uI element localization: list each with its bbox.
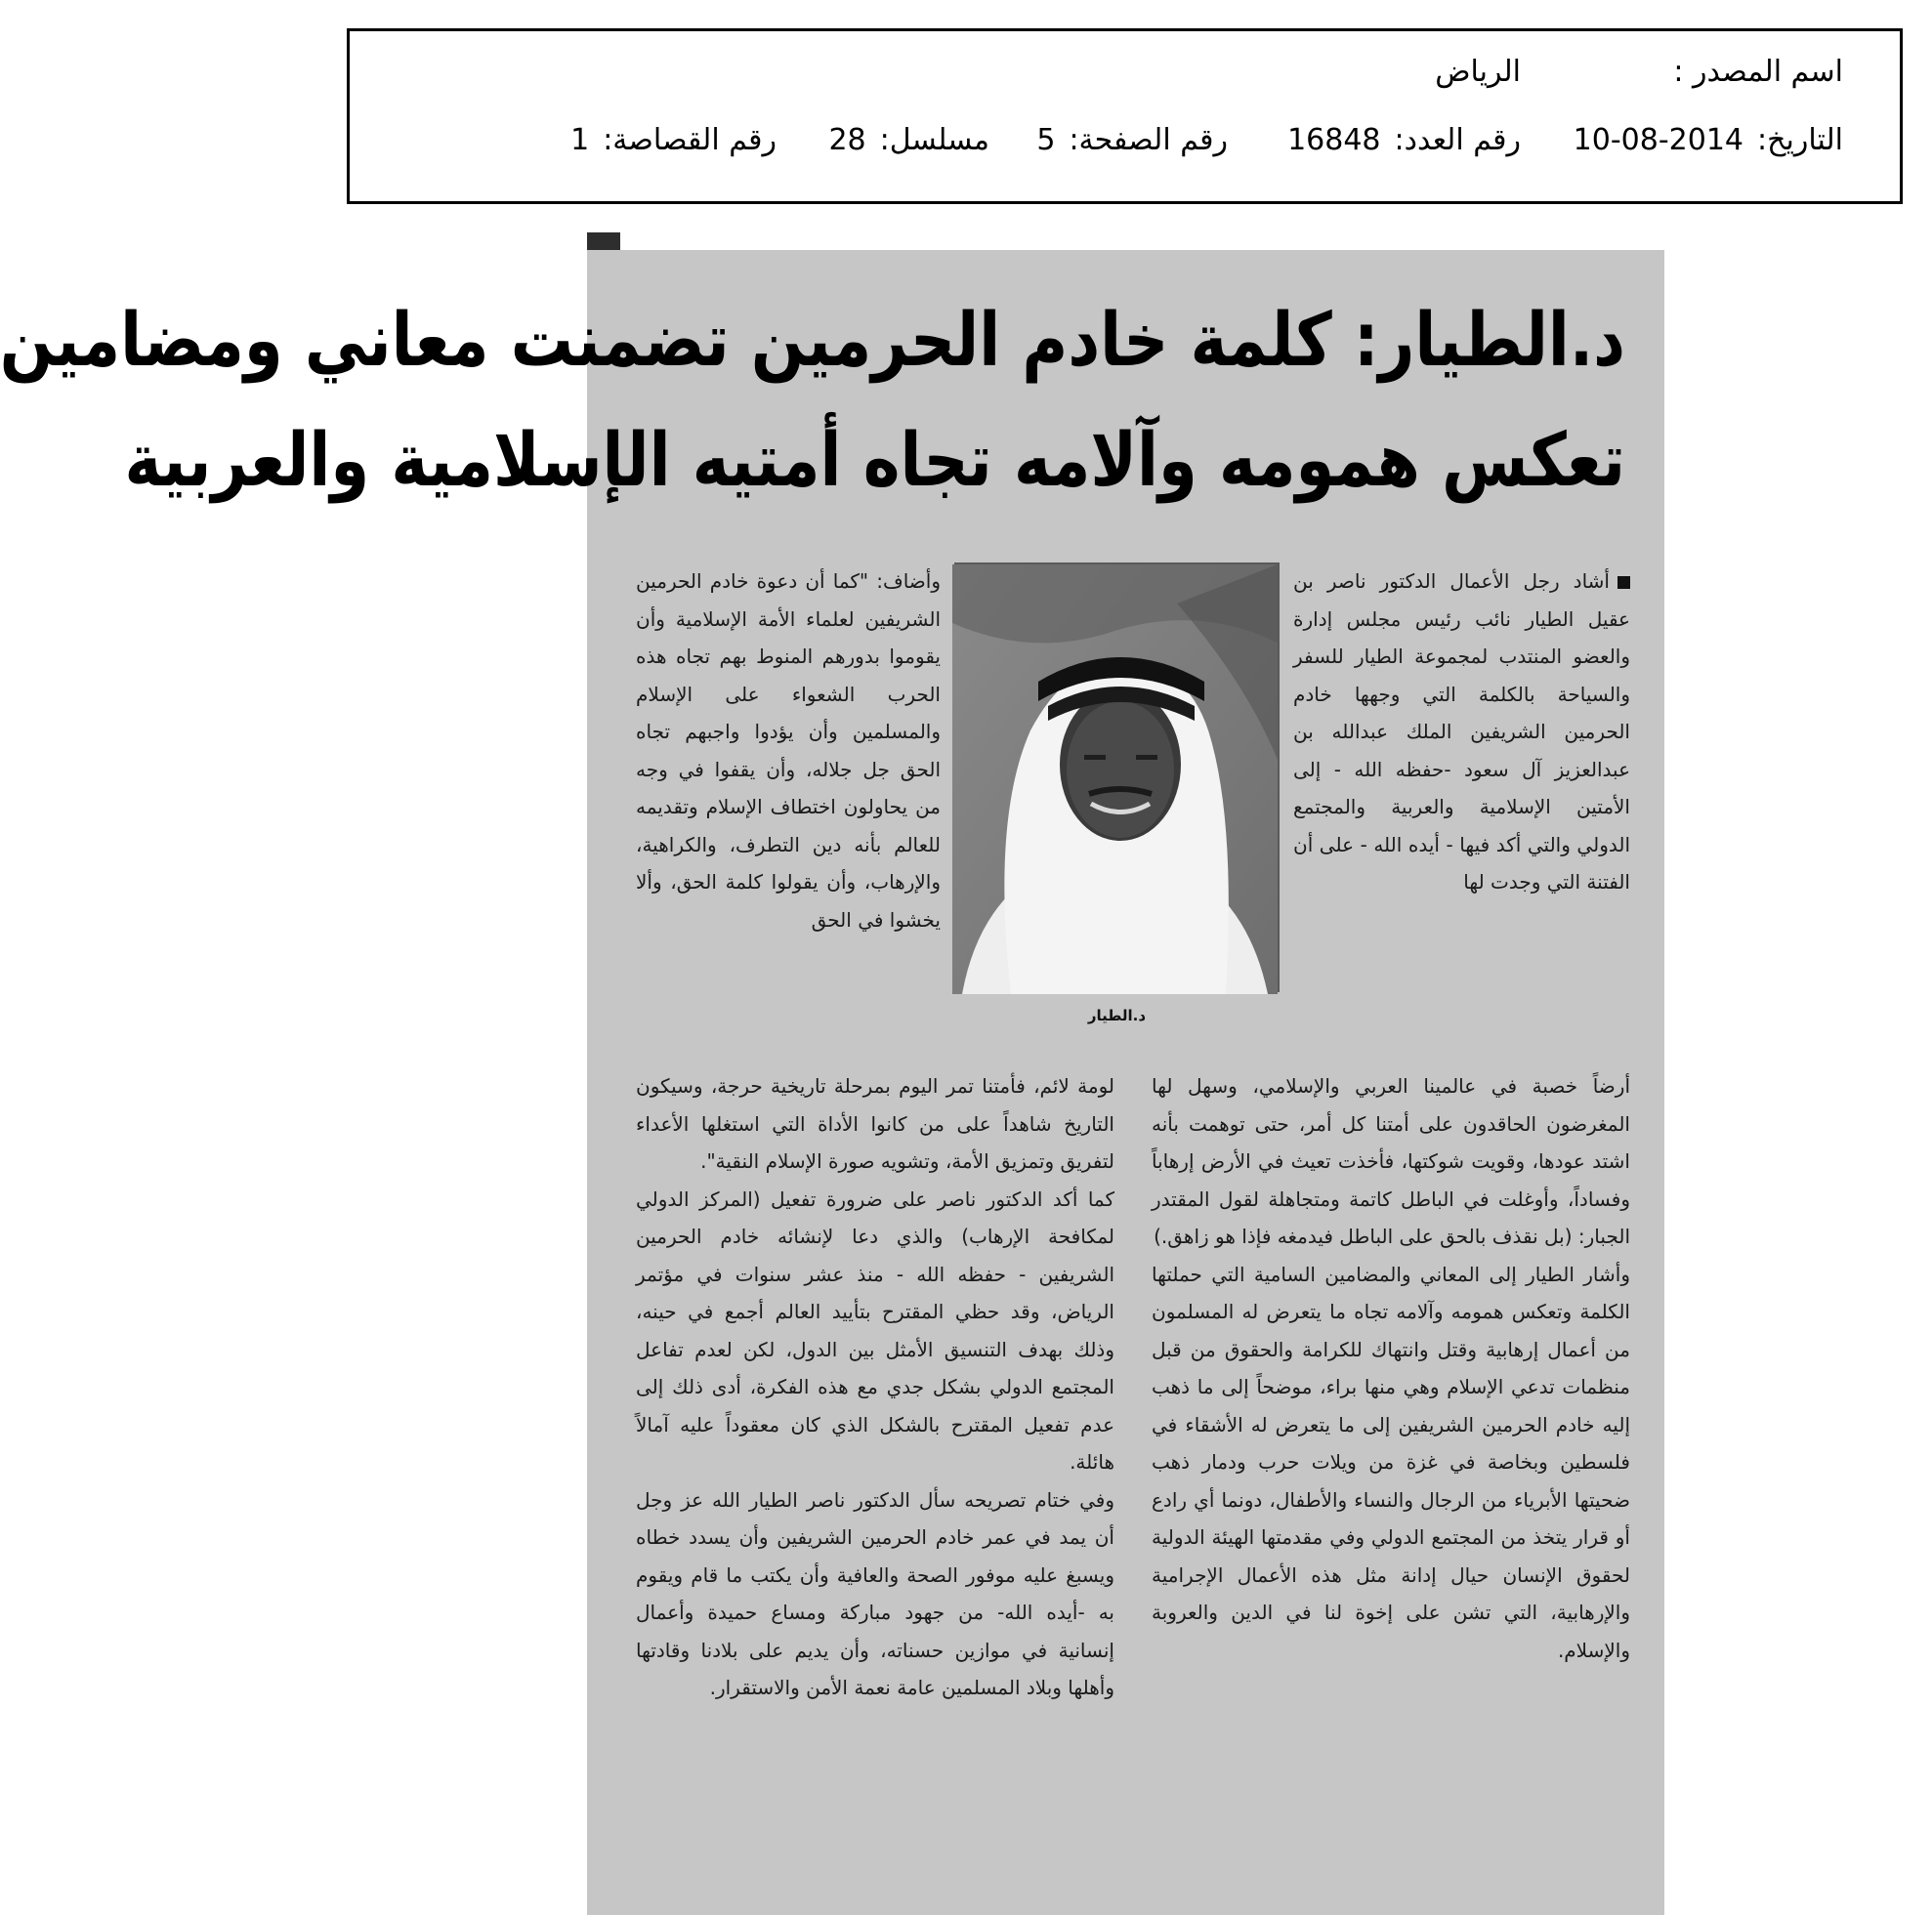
source-value: الرياض	[1435, 55, 1521, 89]
paragraph: وأشار الطيار إلى المعاني والمضامين السامية التي حملتها الكلمة وتعكس همومه وآلامه تجاه ما يتعرض له المسلمون من أعمال إرهابية وقتل وانتهاك للكرامة والحقوق من قبل منظمات تدعي الإسلام وهي منها براء، موضحاً إلى ما ذهب إليه خادم الحرمين الشريفين إلى ما يتعرض له الأشقاء في فلسطين وبخاصة في غزة من ويلات حرب ودمار ذهب ضحيتها الأبرياء من الرجال والنساء والأطفال، دونما أي رادع أو قرار يتخذ من المجتمع الدولي وفي مقدمتها الهيئة الدولية لحقوق الإنسان حيال إدانة مثل هذه الأعمال الإجرامية والإرهابية، التي تشن على إخوة لنا في الدين والعروبة والإسلام.	[1152, 1262, 1630, 1662]
page-label: رقم الصفحة:	[1069, 123, 1228, 157]
paragraph: كما أكد الدكتور ناصر على ضرورة تفعيل (المركز الدولي لمكافحة الإرهاب) والذي دعا لإنشائه خادم الحرمين الشريفين - حفظه الله - منذ عشر سنوات في مؤتمر الرياض، وقد حظي المقترح بتأييد العالم أجمع في حينه، وذلك بهدف التنسيق الأمثل بين الدول، لكن لعدم تفاعل المجتمع الدولي بشكل جدي مع هذه الفكرة، أدى ذلك إلى عدم تفعيل المقترح بالشكل الذي كان معقوداً عليه آمالاً هائلة.	[636, 1186, 1114, 1474]
article-intro-text: أشاد رجل الأعمال الدكتور ناصر بن عقيل الطيار نائب رئيس مجلس إدارة والعضو المنتدب لمجموعة الطيار للسفر والسياحة بالكلمة التي وجهها خادم الحرمين الشريفين الملك عبدالله بن عبدالعزيز آل سعود -حفظه الله - إلى الأمتين الإسلامية والعربية والمجتمع الدولي والتي أكد فيها - أيده الله - على أن الفتنة التي وجدت لها	[1293, 569, 1630, 894]
clip-value: 1	[570, 123, 590, 157]
clipping-edge-gap	[620, 232, 1664, 250]
date-field	[1574, 121, 1843, 160]
issue-value: 16848	[1287, 123, 1381, 157]
portrait-illustration	[952, 564, 1278, 994]
clip-field	[570, 121, 777, 160]
clip-label: رقم القصاصة:	[603, 123, 777, 157]
article-headline	[0, 281, 1625, 520]
page-value: 5	[1036, 123, 1056, 157]
photo-caption: د.الطيار	[1087, 1007, 1147, 1024]
article-column-left-top	[636, 562, 941, 938]
metadata-box	[347, 28, 1903, 204]
headline-line-2: تعكس همومه وآلامه تجاه أمتيه الإسلامية والعربية	[124, 418, 1625, 504]
article-quote-text: وأضاف: "كما أن دعوة خادم الحرمين الشريفين لعلماء الأمة الإسلامية وأن يقوموا بدورهم المنوط بهم تجاه هذه الحرب الشعواء على الإسلام والمسلمين وأن يؤدوا واجبهم تجاه الحق جل جلاله، وأن يقفوا في وجه من يحاولون اختطاف الإسلام وتقديمه للعالم بأنه دين التطرف، والكراهية، والإرهاب، وأن يقولوا كلمة الحق، وألا يخشوا في الحق	[636, 569, 941, 932]
serial-field	[828, 121, 989, 160]
serial-label: مسلسل:	[879, 123, 989, 157]
source-label: اسم المصدر :	[1673, 55, 1843, 89]
paragraph: أرضاً خصبة في عالمينا العربي والإسلامي، وسهل لها المغرضون الحاقدون على أمتنا كل أمر، حتى توهمت بأنه اشتد عودها، وقويت شوكتها، فأخذت تعيث في الأرض إرهاباً وفساداً، وأوغلت في الباطل كاتمة ومتجاهلة لقول المقتدر الجبار: (بل نقذف بالحق على الباطل فيدمغه فإذا هو زاهق.)	[1152, 1074, 1630, 1248]
source-field	[1673, 53, 1843, 92]
issue-label: رقم العدد:	[1394, 123, 1521, 157]
article-column-right-top	[1293, 562, 1630, 901]
bullet-square-icon	[1617, 576, 1630, 589]
headline-line-1: د.الطيار: كلمة خادم الحرمين تضمنت معاني ومضامين	[0, 298, 1625, 385]
article-lower-section	[636, 1067, 1630, 1707]
article-column-left-lower	[636, 1067, 1114, 1707]
page-field	[1036, 121, 1228, 160]
paragraph: لومة لائم، فأمتنا تمر اليوم بمرحلة تاريخية حرجة، وسيكون التاريخ شاهداً على من كانوا الأداة التي استغلها الأعداء لتفريق وتمزيق الأمة، وتشويه صورة الإسلام النقية".	[636, 1074, 1114, 1173]
date-value: 2014-08-10	[1573, 123, 1744, 157]
serial-value: 28	[828, 123, 866, 157]
portrait-photo	[954, 562, 1280, 992]
clipping-edge	[587, 232, 620, 250]
newspaper-clipping	[0, 232, 1664, 1915]
date-label: التاريخ:	[1757, 123, 1843, 157]
article-column-right-lower	[1152, 1067, 1630, 1707]
issue-field	[1287, 121, 1521, 160]
paragraph: وفي ختام تصريحه سأل الدكتور ناصر الطيار الله عز وجل أن يمد في عمر خادم الحرمين الشريفين وأن يسدد خطاه ويسبغ عليه موفور الصحة والعافية وأن يكتب ما قام ويقوم به -أيده الله- من جهود مباركة ومساع حميدة وأعمال إنسانية في موازين حسناته، وأن يديم على بلادنا وقادتها وأهلها وبلاد المسلمين عامة نعمة الأمن والاستقرار.	[636, 1487, 1114, 1699]
